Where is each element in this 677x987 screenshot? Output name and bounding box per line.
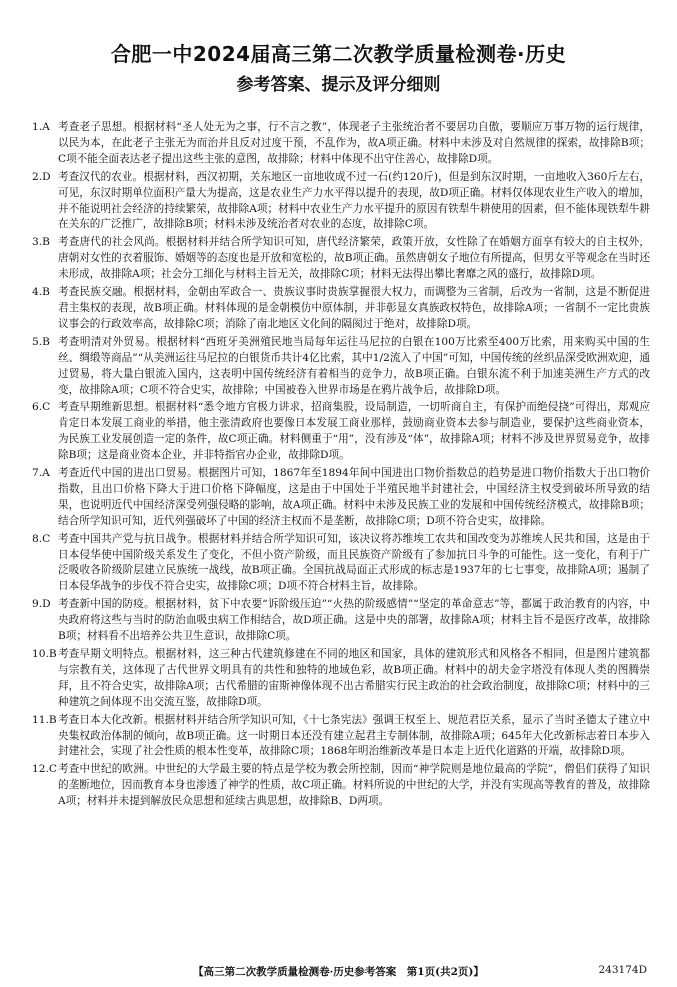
answer-item-8 — [32, 532, 650, 596]
answer-item-9 — [32, 597, 650, 645]
answer-text: 考查早期文明特点。根据材料，这三种古代建筑修建在不同的地区和国家，具体的建筑形式和风格各不相同，但是图片建筑都与宗教有关，这体现了古代世界文明具有的共性和独特的地域色彩，故B项正确。材料中的胡夫金字塔没有体现人类的图腾崇拜，且不符合史实，故排除A项；古代希腊的宙斯神像体现不出古希腊实行民主政治的社会政治制度，故排除C项；材料中的三种建筑之间体现不出交流互鉴，故排除D项。 — [58, 648, 650, 708]
answer-number: 8.C — [32, 532, 51, 545]
answer-list — [32, 120, 650, 812]
answer-number: 7.A — [32, 467, 50, 480]
answer-item-1 — [32, 120, 650, 168]
answer-text: 考查近代中国的进出口贸易。根据图片可知，1867年至1894年间中国进出口物价指数总的趋势是进口物价指数大于出口物价指数，且出口价格下降大于进口价格下降幅度，这是由于中国处于半殖民地半封建社会，中国经济主权受到破坏所导致的结果，也说明近代中国经济深受列强侵略的影响，故A项正确。材料中未涉及民族工业的发展和中国传统经济模式，故排除B项；结合所学知识可知，近代列强破坏了中国的经济主权而不是垄断，故排除C项；D项不符合史实，故排除。 — [58, 467, 650, 527]
answer-text: 考查老子思想。根据材料“圣人处无为之事，行不言之教”，体现老子主张统治者不要居功自傲，要顺应万事万物的运行规律，以民为本，在此老子主张无为而治并且反对过度干预，不乱作为，故A项正确。材料中未涉及对自然规律的探索，故排除B项；C项不能全面表达老子提出这些主张的意图，故排除；材料中体现不出守住善心，故排除D项。 — [58, 121, 650, 165]
document-title: 合肥一中2024届高三第二次教学质量检测卷·历史 — [110, 42, 567, 66]
answer-number: 5.B — [32, 335, 50, 348]
document-subtitle: 参考答案、提示及评分细则 — [236, 75, 441, 95]
answer-number: 2.D — [32, 170, 51, 183]
answer-text: 考查早期维新思想。根据材料“悉令地方官极力讲求，招商集股，设局制造，一切听商自主，有保护而绝侵挠”可得出，郑观应肯定日本发展工商业的举措，他主张清政府也要像日本发展工商业那样，鼓励商业资本去参与制造业，要保护这些商业资本，为民族工业发展创造一定的条件，故C项正确。材料侧重于“用”，没有涉及“体”，故排除A项；材料不涉及世界贸易竞争，故排除B项；这是商业资本企业，并非特指官办企业，故排除D项。 — [58, 401, 650, 462]
answer-item-5 — [32, 335, 650, 399]
answer-text: 考查唐代的社会风尚。根据材料并结合所学知识可知，唐代经济繁荣，政策开放，女性除了在婚姻方面享有较大的自主权外，唐朝对女性的衣着服饰、婚姻等的态度也是开放和宽松的，故B项正确。虽然唐朝女子地位有所提高，但男女平等观念在当时还未形成，故排除A项；社会分工细化与材料主旨无关，故排除C项；材料无法得出攀比奢靡之风的盛行，故排除D项。 — [58, 236, 650, 281]
answer-number: 12.C — [32, 763, 57, 776]
answer-number: 10.B — [32, 648, 57, 660]
footer-doc-code: 243174D — [598, 964, 647, 976]
answer-item-10 — [32, 647, 650, 711]
answer-item-12 — [32, 762, 650, 810]
answer-number: 3.B — [32, 236, 50, 249]
answer-number: 11.B — [32, 713, 57, 726]
answer-item-11 — [32, 713, 650, 761]
answer-number: 1.A — [32, 121, 50, 133]
answer-number: 4.B — [32, 286, 50, 299]
answer-text: 考查汉代的农业。根据材料，西汉初期，关东地区一亩地收成不过一石(约120斤)，但是到东汉时期，一亩地收入360斤左右，可见，东汉时期单位面积产量大为提高，这是农业生产力水平得以提升的表现，故D项正确。材料仅体现农业生产收入的增加，并不能说明社会经济的持续繁荣，故排除A项；材料中农业生产力水平提升的原因有铁犁牛耕使用的因素，但不能体现铁犁牛耕在关东的广泛推广，故排除B项；材料未涉及统治者对农业的态度，故排除C项。 — [58, 170, 650, 231]
answer-item-3 — [32, 235, 650, 283]
answer-text: 考查日本大化改新。根据材料并结合所学知识可知，《十七条宪法》强调王权至上、规范君臣关系，显示了当时圣德太子建立中央集权政治体制的倾向，故B项正确。这一时期日本还没有建立起君主专制体制，故排除A项；645年大化改新标志着日本步入封建社会，实现了社会性质的根本性变革，故排除C项；1868年明治维新改革是日本走上近代化道路的开端，故排除D项。 — [58, 713, 650, 758]
answer-item-6 — [32, 400, 650, 464]
answer-number: 6.C — [32, 401, 51, 414]
answer-text: 考查民族交融。根据材料，金朝由军政合一、贵族议事时贵族掌握很大权力，而调整为三省制，后改为一省制，这是不断促进君主集权的表现，故B项正确。材料体现的是金朝模仿中原体制，并非彰显女真族政权特色，故排除A项；一省制不一定比贵族议事会的行政效率高，故排除C项；消除了南北地区文化间的隔阂过于绝对，故排除D项。 — [58, 286, 650, 330]
footer-page-label: 【高三第二次教学质量检测卷·历史参考答案 第1页(共2页)】 — [193, 966, 484, 978]
answer-text: 考查明清对外贸易。根据材料“西班牙美洲殖民地当局每年运往马尼拉的白银在100万比索至400万比索，用来购买中国的生丝、绸缎等商品”“从美洲运往马尼拉的白银货币共计4亿比索，其中1/2流入了中国”可知，中国传统的丝织品深受欧洲欢迎，通过贸易，将大量白银流入国内，这表明中国传统经济有着相当的竞争力，故B项正确。白银东流不利于加速美洲生产方式的改变，故排除A项；C项不符合史实，故排除；中国被卷入世界市场是在鸦片战争后，故排除D项。 — [58, 335, 650, 396]
answer-item-4 — [32, 285, 650, 333]
answer-item-7 — [32, 466, 650, 530]
answer-text: 考查新中国的防疫。根据材料，贫下中农要“诉阶级压迫”“火热的阶级感情”“坚定的革命意志”等，都属于政治教育的内容，中央政府将这些与当时的防治血吸虫病工作相结合，故D项正确。这是中央的部署，故排除A项；材料主旨不是医疗改革，故排除B项；材料看不出培养公共卫生意识，故排除C项。 — [58, 598, 650, 643]
answer-text: 考查中国共产党与抗日战争。根据材料并结合所学知识可知，该决议将苏维埃工农共和国改变为苏维埃人民共和国，这是由于日本侵华使中国阶级关系发生了变化，不但小资产阶级，而且民族资产阶级有了参加抗日斗争的可能性。这一变化，有利于广泛吸收各阶级阶层建立民族统一战线，故B项正确。全国抗战局面正式形成的标志是1937年的七七事变，故排除A项；遏制了日本侵华战争的步伐不符合史实，故排除C项；D项不符合材料主旨，故排除。 — [58, 532, 650, 593]
answer-number: 9.D — [32, 598, 51, 611]
answer-text: 考查中世纪的欧洲。中世纪的大学最主要的特点是学校为教会所控制，因而“神学院则是地位最高的学院”，僧侣们获得了知识的垄断地位，因而教育本身也渗透了神学的性质，故C项正确。材料所说的中世纪的大学，并没有实现高等教育的普及，故排除A项；材料并未提到解放民众思想和延续古典思想，故排除B、D两项。 — [58, 763, 650, 808]
answer-item-2 — [32, 170, 650, 234]
